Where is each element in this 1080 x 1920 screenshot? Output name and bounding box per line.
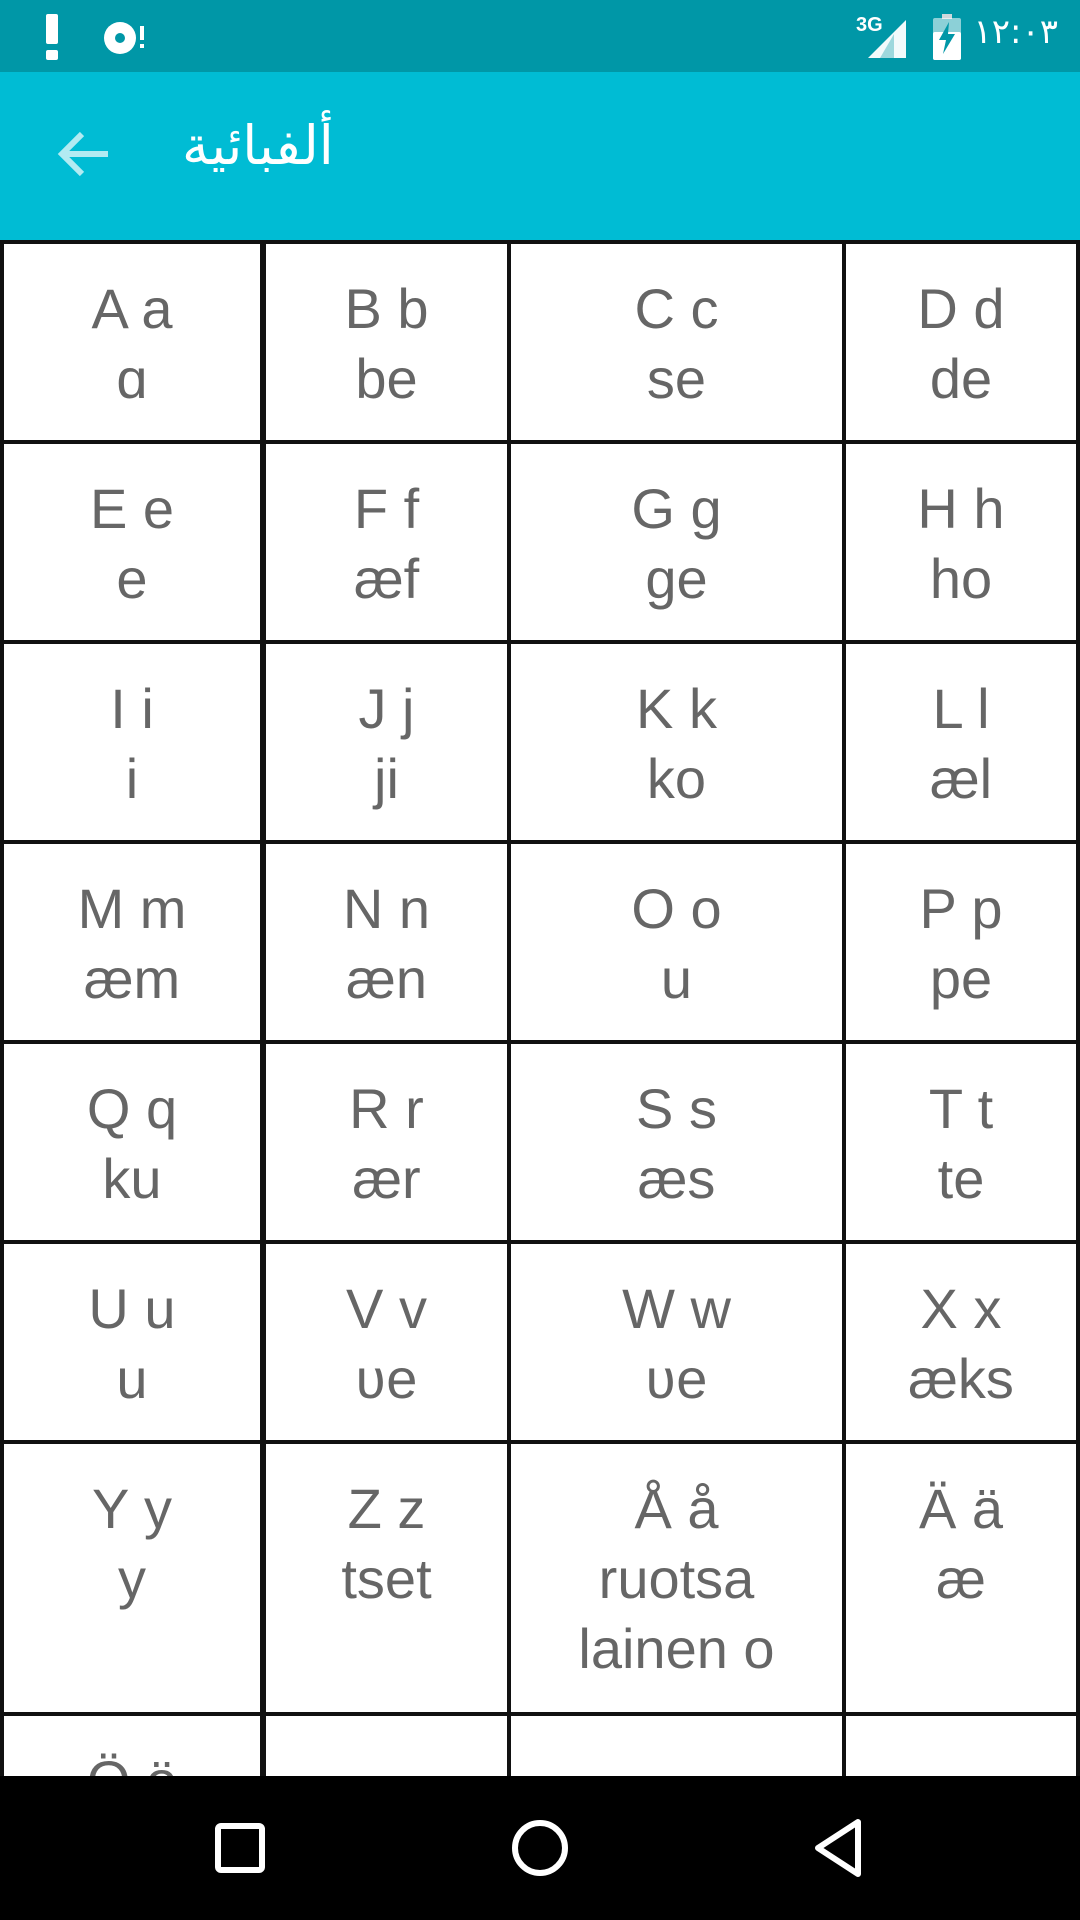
pronunciation-label: æf (353, 547, 420, 610)
status-bar (0, 0, 1080, 72)
back-nav-button[interactable] (790, 1798, 890, 1898)
pronunciation-label: se (646, 347, 707, 410)
status-clock: ١٢:٠٣ (973, 12, 1058, 52)
alphabet-cell[interactable] (262, 1440, 511, 1716)
alphabet-cell[interactable] (507, 240, 846, 444)
pronunciation-label: lainen o (578, 1617, 775, 1680)
letter-pair: A a (91, 277, 173, 340)
alphabet-cell[interactable] (0, 840, 264, 1044)
letter-pair: E e (89, 477, 175, 540)
pronunciation-label: ɑ (116, 347, 148, 410)
pronunciation-label: ær (352, 1147, 421, 1210)
alphabet-cell[interactable] (0, 440, 264, 644)
battery-charging-icon (933, 14, 961, 60)
pronunciation-label: æs (637, 1147, 716, 1210)
letter-pair: X x (920, 1277, 1002, 1340)
network-type-label: 3G (856, 14, 883, 36)
alphabet-grid[interactable] (0, 240, 1080, 1776)
letter-pair: M m (77, 877, 187, 940)
letter-pair: Q q (86, 1077, 178, 1140)
signal-icon (856, 14, 908, 58)
alphabet-cell[interactable] (0, 1440, 264, 1716)
letter-pair: C c (634, 277, 719, 340)
alphabet-cell[interactable] (262, 840, 511, 1044)
alphabet-cell[interactable] (507, 840, 846, 1044)
app-bar (0, 72, 1080, 240)
alphabet-cell[interactable] (842, 440, 1080, 644)
letter-pair: K k (636, 677, 717, 740)
letter-pair: P p (919, 877, 1003, 940)
letter-pair: T t (928, 1077, 994, 1140)
pronunciation-label: u (116, 1347, 148, 1410)
pronunciation-label: ruotsa (598, 1547, 755, 1610)
alphabet-cell[interactable] (0, 1040, 264, 1244)
alphabet-cell[interactable] (842, 1440, 1080, 1716)
home-button[interactable] (490, 1798, 590, 1898)
recents-square-icon (210, 1818, 270, 1878)
pronunciation-label: æn (346, 947, 427, 1010)
letter-pair: W w (622, 1277, 731, 1340)
letter-pair: O o (631, 877, 722, 940)
letter-pair: F f (353, 477, 420, 540)
back-button[interactable] (48, 122, 120, 186)
letter-pair: R r (349, 1077, 424, 1140)
letter-pair: Y y (92, 1477, 172, 1540)
alphabet-cell[interactable] (262, 640, 511, 844)
pronunciation-label: e (116, 547, 148, 610)
pronunciation-label: de (929, 347, 993, 410)
back-triangle-icon (808, 1816, 872, 1880)
recents-button[interactable] (190, 1798, 290, 1898)
letter-pair: B b (344, 277, 429, 340)
pronunciation-label: be (355, 347, 418, 410)
letter-pair: Ä ä (918, 1477, 1004, 1540)
letter-pair: L l (932, 677, 990, 740)
pronunciation-label: ʋe (645, 1347, 708, 1410)
letter-pair: D d (917, 277, 1005, 340)
alphabet-cell[interactable] (507, 440, 846, 644)
alphabet-cell[interactable] (262, 1240, 511, 1444)
letter-pair: I i (110, 677, 154, 740)
alphabet-cell[interactable] (842, 1240, 1080, 1444)
alphabet-cell[interactable] (842, 640, 1080, 844)
pronunciation-label: ko (646, 747, 707, 810)
home-circle-icon (508, 1816, 572, 1880)
alphabet-cell[interactable] (0, 240, 264, 444)
letter-pair: G g (631, 477, 722, 540)
pronunciation-label: æl (929, 747, 993, 810)
pronunciation-label: pe (929, 947, 993, 1010)
pronunciation-label: ku (102, 1147, 162, 1210)
letter-pair: N n (342, 877, 431, 940)
alphabet-cell[interactable] (507, 1240, 846, 1444)
pronunciation-label: tset (341, 1547, 432, 1610)
page-title: ألفبائية (182, 114, 334, 177)
arrow-left-icon (56, 130, 112, 178)
pronunciation-label: æks (908, 1347, 1014, 1410)
alphabet-cell[interactable] (0, 640, 264, 844)
alphabet-cell[interactable] (842, 240, 1080, 444)
pronunciation-label: ʋe (355, 1347, 418, 1410)
alphabet-cell[interactable] (0, 1240, 264, 1444)
pronunciation-label: ho (929, 547, 993, 610)
alphabet-cell[interactable] (507, 640, 846, 844)
alphabet-cell[interactable] (842, 840, 1080, 1044)
alert-icon (46, 14, 58, 58)
pronunciation-label: y (118, 1547, 146, 1610)
navigation-bar (0, 1776, 1080, 1920)
letter-pair: Z z (347, 1477, 426, 1540)
disc-icon (100, 14, 150, 58)
letter-pair: U u (88, 1277, 176, 1340)
pronunciation-label: ge (645, 547, 708, 610)
letter-pair: J j (358, 677, 415, 740)
pronunciation-label: u (660, 947, 693, 1010)
alphabet-cell[interactable] (262, 1040, 511, 1244)
letter-pair: V v (346, 1277, 427, 1340)
pronunciation-label: ji (374, 747, 399, 810)
pronunciation-label: æ (936, 1547, 986, 1610)
alphabet-cell[interactable] (262, 440, 511, 644)
pronunciation-label: i (125, 747, 139, 810)
alphabet-cell[interactable] (842, 1040, 1080, 1244)
letter-pair: H h (917, 477, 1005, 540)
pronunciation-label: te (937, 1147, 985, 1210)
alphabet-cell[interactable] (262, 240, 511, 444)
pronunciation-label: æm (83, 947, 181, 1010)
letter-pair: Å å (634, 1477, 719, 1540)
letter-pair: S s (636, 1077, 717, 1140)
alphabet-cell[interactable] (507, 1040, 846, 1244)
alphabet-cell[interactable] (507, 1440, 846, 1716)
